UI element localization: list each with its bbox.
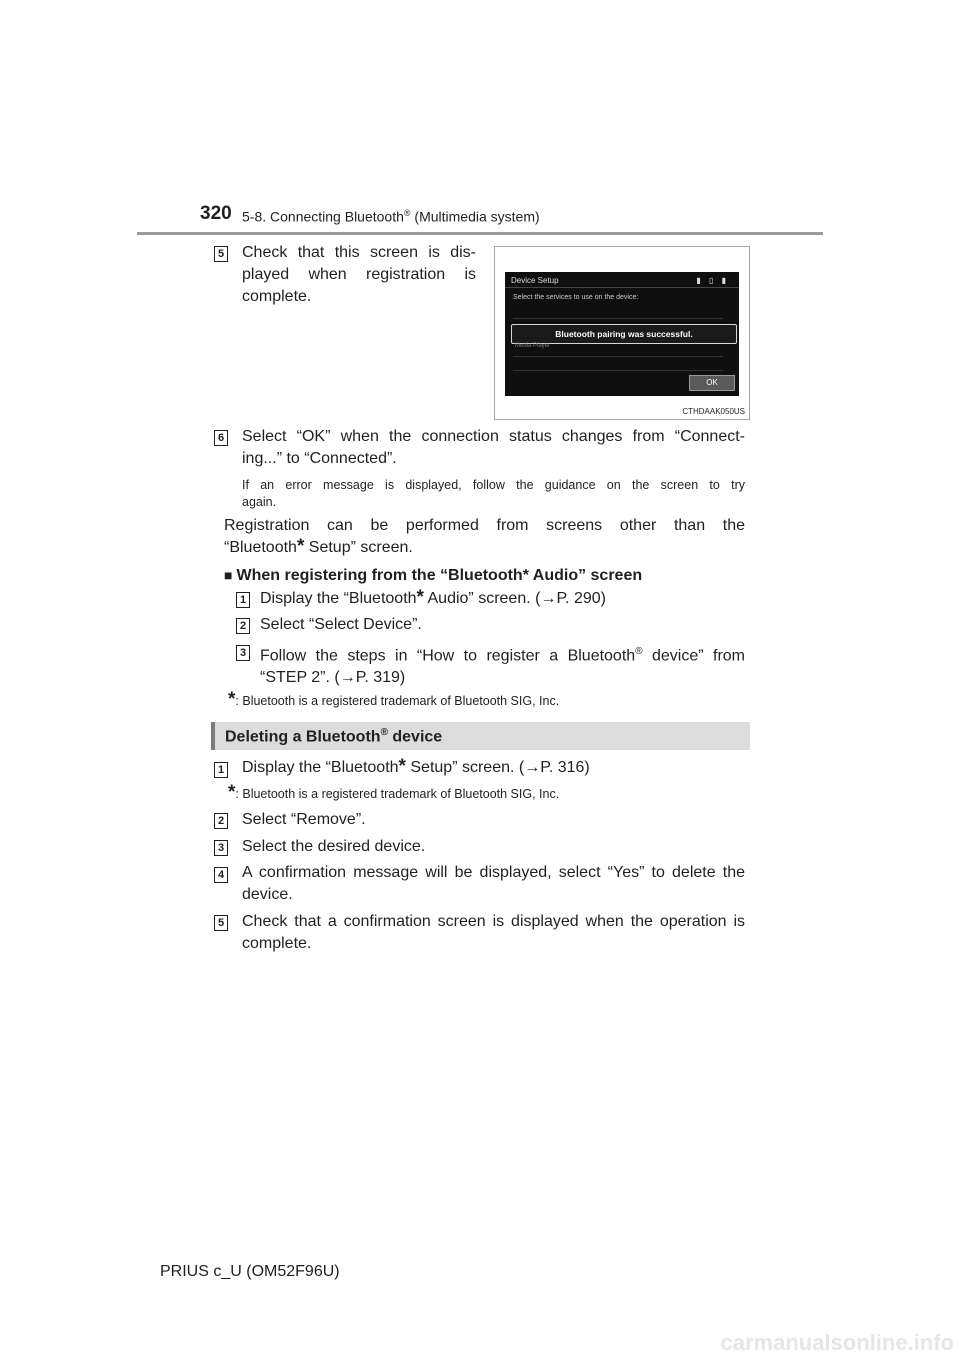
audio-step-1: Display the “Bluetooth* Audio” screen. (→P. 290) bbox=[260, 587, 606, 608]
delete-step-2: Select “Remove”. bbox=[242, 811, 366, 828]
screen-prompt: Select the services to use on the device: bbox=[513, 294, 639, 301]
footnote-trademark: *: Bluetooth is a registered trademark of Bluetooth SIG, Inc. bbox=[228, 689, 560, 710]
step-5-text: Check that this screen is dis- played when registration is complete. bbox=[242, 244, 476, 305]
screen-title: Device Setup bbox=[511, 276, 559, 285]
pairing-success-banner: Bluetooth pairing was successful. bbox=[511, 324, 737, 344]
header-rule bbox=[137, 232, 823, 235]
delete-step-3: Select the desired device. bbox=[242, 838, 426, 855]
step-number-box: 2 bbox=[214, 813, 228, 829]
delete-step-5: Check that a confirmation screen is displayed when the operation is complete. bbox=[242, 913, 745, 952]
model-footer: PRIUS c_U (OM52F96U) bbox=[160, 1263, 340, 1280]
audio-step-2: Select “Select Device”. bbox=[260, 616, 422, 633]
device-setup-screen bbox=[505, 272, 739, 396]
step-number-box: 1 bbox=[214, 762, 228, 778]
status-icons: ▮ ▯ ▮ bbox=[696, 276, 729, 285]
section-heading-deleting: Deleting a Bluetooth® device bbox=[211, 722, 750, 750]
step-number-box: 5 bbox=[214, 246, 228, 262]
svg-text:carmanualsonline.info: carmanualsonline.info bbox=[720, 1330, 954, 1355]
section-title: 5-8. Connecting Bluetooth® (Multimedia system) bbox=[242, 208, 540, 225]
error-note: If an error message is displayed, follow the guidance on the screen to try again. bbox=[242, 478, 745, 509]
delete-step-1: Display the “Bluetooth* Setup” screen. (→P. 316) bbox=[242, 756, 590, 777]
subheading-audio-screen: ■ When registering from the “Bluetooth* Audio” screen bbox=[224, 567, 643, 584]
footnote-trademark: *: Bluetooth is a registered trademark of Bluetooth SIG, Inc. bbox=[228, 782, 560, 803]
delete-step-4: A confirmation message will be displayed, select “Yes” to delete the device. bbox=[242, 864, 745, 903]
step-number-box: 6 bbox=[214, 430, 228, 446]
step-number-box: 4 bbox=[214, 867, 228, 883]
screenshot-figure bbox=[494, 246, 750, 420]
step-6-text: Select “OK” when the connection status changes from “Connect- ing...” to “Connected”. bbox=[242, 428, 745, 467]
step-number-box: 1 bbox=[236, 592, 250, 608]
step-number-box: 3 bbox=[214, 840, 228, 856]
registration-note: Registration can be performed from screens other than the “Bluetooth* Setup” screen. bbox=[224, 517, 745, 557]
watermark-logo bbox=[640, 1324, 960, 1358]
step-number-box: 3 bbox=[236, 645, 250, 661]
step-number-box: 2 bbox=[236, 618, 250, 634]
step-number-box: 5 bbox=[214, 915, 228, 931]
image-code: CTHDAAK050US bbox=[682, 407, 745, 416]
media-player-option: Media Player bbox=[515, 343, 551, 349]
ok-button[interactable]: OK bbox=[689, 375, 735, 391]
audio-step-3: Follow the steps in “How to register a Bluetooth® device” from “STEP 2”. (→P. 319) bbox=[260, 646, 746, 687]
page-number: 320 bbox=[200, 203, 232, 224]
